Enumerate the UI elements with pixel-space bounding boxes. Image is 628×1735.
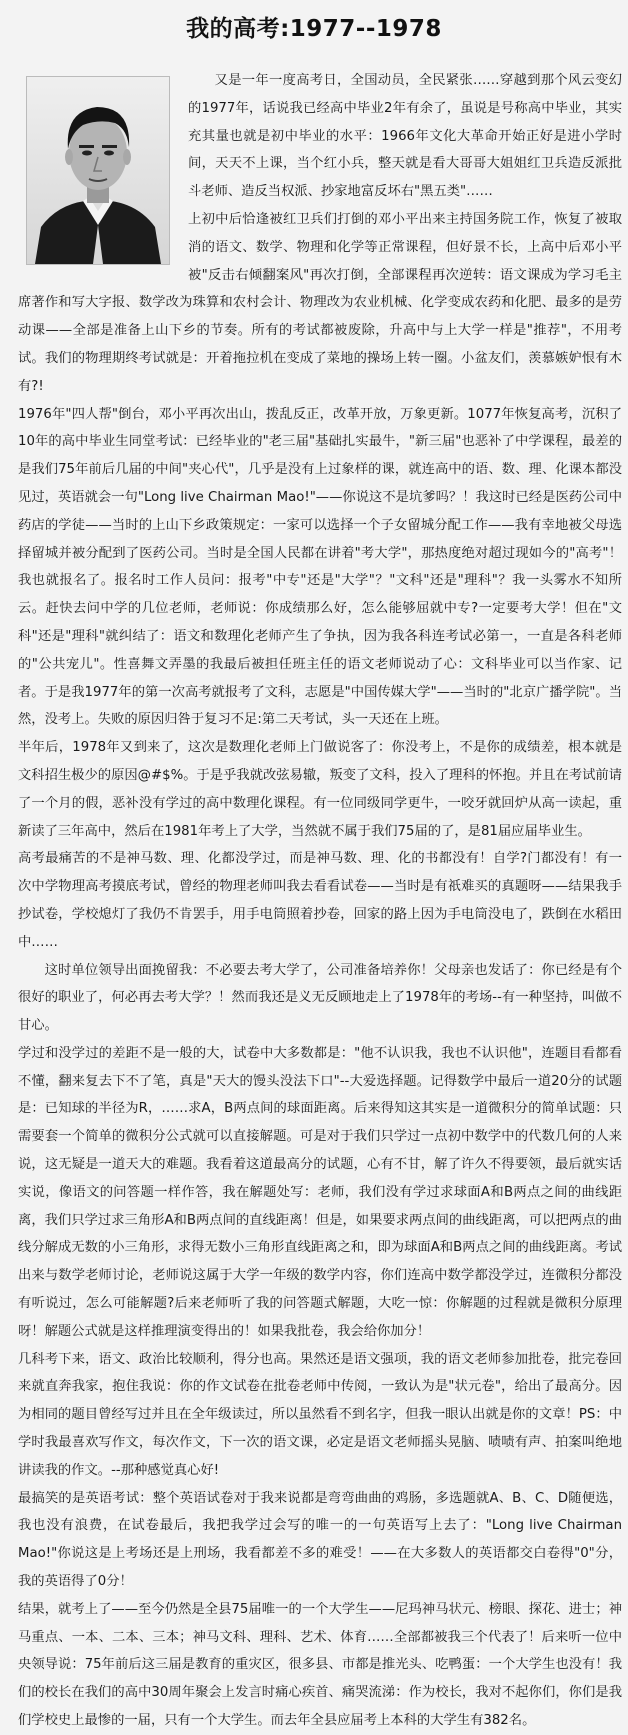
paragraph-4: 半年后，1978年又到来了，这次是数理化老师上门做说客了：你没考上，不是你的成绩差，根本就是文科招生极少的原因@#$%。于是乎我就改弦易辙，叛变了文科，投入了理科的怀抱。并且在考试前请了一个月的假，恶补没有学过的高中数理化课程。有一位同级同学更牛，一咬牙就回炉从高一读起，重新读了三年高中，然后在1981年考上了大学，当然就不属于我们75届的了，是81届应届毕业生。 bbox=[18, 740, 623, 839]
paragraph-6: 这时单位领导出面挽留我：不必要去考大学了，公司准备培养你！父母亲也发话了：你已经是有个很好的职业了，何必再去考大学？！然而我还是义无反顾地走上了1978年的考场--有一种坚持，叫做不甘心。 bbox=[18, 962, 622, 1034]
article-body bbox=[18, 67, 622, 1735]
paragraph-7: 学过和没学过的差距不是一般的大，试卷中大多数都是："他不认识我，我也不认识他"，连题目看都看不懂，翻来复去下不了笔，真是"天大的馒头没法下口"--大爱选择题。记得数学中最后一道20分的试题是：已知球的半径为R，……求A，B两点间的球面距离。后来得知这其实是一道微积分的简单试题：只需要套一个简单的微积分公式就可以直接解题。可是对于我们只学过一点初中数学中的代数几何的人来说，这无疑是一道天大的难题。我看着这道最高分的试题，心有不甘，解了许久不得要领，最后就实话实说，像语文的问答题一样作答，我在解题处写：老师，我们没有学过求球面A和B两点之间的曲线距离，我们只学过求三角形A和B两点间的直线距离！但是，如果要求两点间的曲线距离，可以把两点的曲线分解成无数的小三角形，求得无数小三角形直线距离之和，即为球面A和B两点之间的曲线距离。考试出来与数学老师讨论，老师说这属于大学一年级的数学内容，你们连高中数学都没学过，连微积分都没有听说过，怎么可能解题?后来老师听了我的问答题式解题，大吃一惊：你解题的过程就是微积分原理呀！解题公式就是这样推理演变得出的！如果我批卷，我会给你加分！ bbox=[18, 1045, 622, 1339]
article-title: 我的高考:1977--1978 bbox=[186, 16, 442, 42]
paragraph-1: 又是一年一度高考日，全国动员，全民紧张……穿越到那个风云变幻的1977年，话说我已经高中毕业2年有余了，虽说是号称高中毕业，其实充其量也就是初中毕业的水平：1966年文化大革命开始正好是进小学时间，天天不上课，当个红小兵，整天就是看大哥哥大姐姐红卫兵造反派批斗老师、造反当权派、抄家地富反坏右"黑五类"…… bbox=[188, 73, 622, 200]
portrait-illustration bbox=[27, 77, 169, 264]
paragraph-5: 高考最痛苦的不是神马数、理、化都没学过，而是神马数、理、化的书都没有！自学?门都没有！有一次中学物理高考摸底考试，曾经的物理老师叫我去看看试卷——当时是有祇难买的真题呀——结果我手抄试卷，学校熄灯了我仍不肯罢手，用手电筒照着抄卷，回家的路上因为手电筒没电了，跌倒在水稻田中…… bbox=[18, 851, 622, 950]
author-portrait-photo bbox=[26, 76, 170, 265]
paragraph-8: 几科考下来，语文、政治比较顺利，得分也高。果然还是语文强项，我的语文老师参加批卷，批完卷回来就直奔我家，抱住我说：你的作文试卷在批卷老师中传阅，一致认为是"状元卷"，给出了最高分。因为相同的题目曾经写过并且在全年级读过，所以虽然看不到名字，但我一眼认出就是你的文章！PS：中学时我最喜欢写作文，每次作文，下一次的语文课，必定是语文老师摇头晃脑、啧啧有声、拍案叫绝地讲读我的作文。--那种感觉真心好! bbox=[18, 1351, 622, 1478]
paragraph-2: 上初中后恰逢被红卫兵们打倒的邓小平出来主持国务院工作，恢复了被取消的语文、数学、物理和化学等正常课程，但好景不长，上高中后邓小平被"反击右倾翻案风"再次打倒，全部课程再次逆转：语文课成为学习毛主席著作和写大字报、数学改为珠算和农村会计、物理改为农业机械、化学变成农药和化肥、最多的是劳动课——全部是准备上山下乡的节奏。所有的考试都被废除，升高中与上大学一样是"推荐"，不用考试。我们的物理期终考试就是：开着拖拉机在变成了菜地的操场上转一圈。小盆友们，羡慕嫉妒恨有木有?! bbox=[18, 211, 622, 394]
paragraph-10: 结果，就考上了——至今仍然是全县75届唯一的一个大学生——尼玛神马状元、榜眼、探花、进士；神马重点、一本、二本、三本；神马文科、理科、艺术、体育……全部都被我三个代表了！后来听一位中央领导说：75年前后这三届是教育的重灾区，很多县、市都是推光头、吃鸭蛋：一个大学生也没有！我们的校长在我们的高中30周年聚会上发言时痛心疾首、痛哭流涕：作为校长，我对不起你们，你们是我们学校史上最惨的一届，只有一个大学生。而去年全县应届考上本科的大学生有382名。 bbox=[18, 1601, 622, 1729]
paragraph-9: 最搞笑的是英语考试：整个英语试卷对于我来说都是弯弯曲曲的鸡肠，多选题就A、B、C、D随便选，我也没有浪费，在试卷最后，我把我学过会写的唯一的一句英语写上去了："Long live Chairman Mao!"你说这是上考场还是上刑场，我看都差不多的难受！——在大多数人的英语都交白卷得"0"分，我的英语得了0分！ bbox=[18, 1490, 622, 1590]
paragraph-3: 1976年"四人帮"倒台，邓小平再次出山，拨乱反正，改革开放，万象更新。1077年恢复高考，沉积了10年的高中毕业生同堂考试：已经毕业的"老三届"基础扎实最牛，"新三届"也恶补了中学课程，最差的是我们75年前后几届的中间"夹心代"，几乎是没有上过象样的课，就连高中的语、数、理、化课本都没见过，英语就会一句"Long live Chairman Mao!"——你说这不是坑爹吗？！我这时已经是医药公司中药店的学徒——当时的上山下乡政策规定：一家可以选择一个子女留城分配工作——我有幸地被父母选择留城并被分配到了医药公司。当时是全国人民都在讲着"考大学"，那热度绝对超过现如今的"高考"！我也就报名了。报名时工作人员问：报考"中专"还是"大学"？"文科"还是"理科"？我一头雾水不知所云。赶快去问中学的几位老师，老师说：你成绩那么好，怎么能够屈就中专?一定要考大学！但在"文科"还是"理科"就纠结了：语文和数理化老师产生了争执，因为我各科连考试必第一，一直是各科老师的"公共宠儿"。性喜舞文弄墨的我最后被担任班主任的语文老师说动了心：文科毕业可以当作家、记者。于是我1977年的第一次高考就报考了文科，志愿是"中国传媒大学"——当时的"北京广播学院"。当然，没考上。失败的原因归咎于复习不足:第二天考试，头一天还在上班。 bbox=[18, 406, 622, 728]
